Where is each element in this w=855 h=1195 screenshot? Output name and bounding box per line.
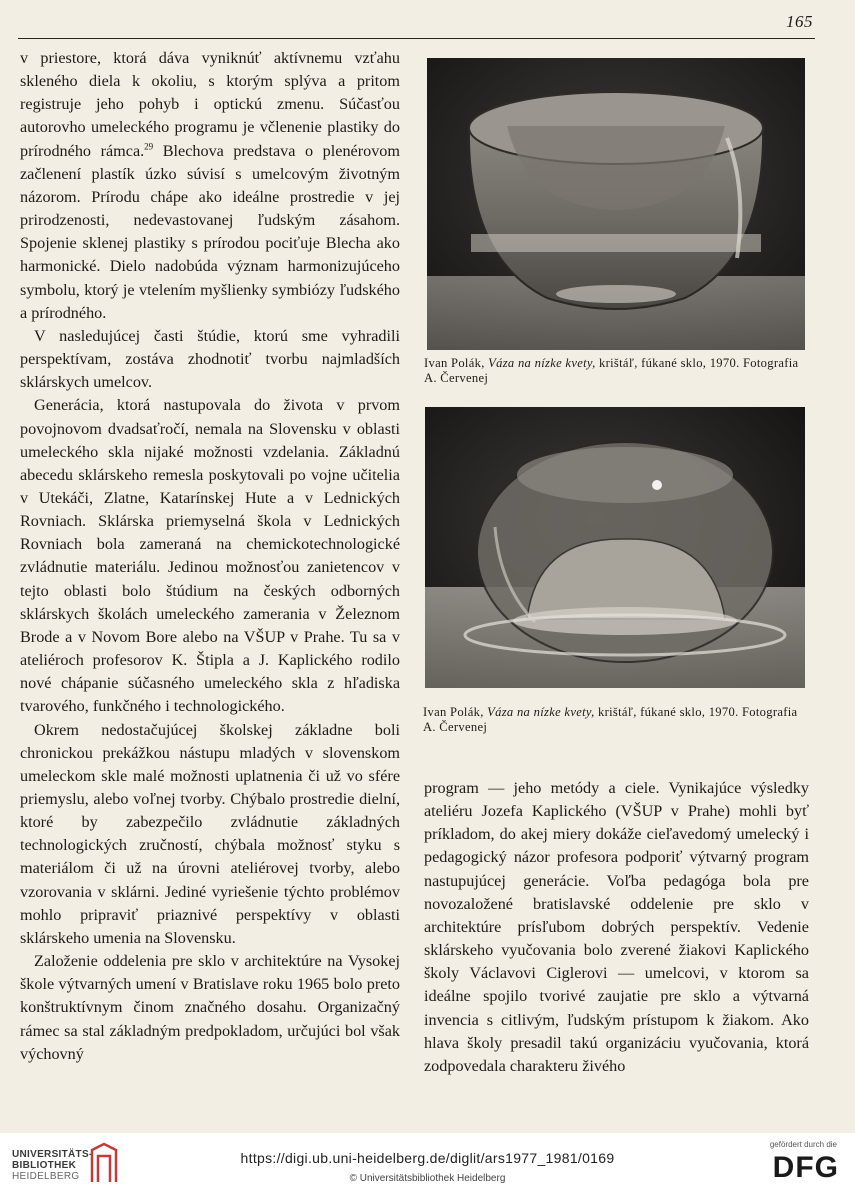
paragraph-4: Okrem nedostačujúcej školskej základne boli chronickou prekážkou nástupu mladých v slovenskom umeleckom skle malé možnosti uplatnenia či už vo sfére priemyslu, alebo voľnej tvorby. Chýbalo prostredie dielní, ktoré by zabezpečilo zvládnutie základných technologických zručností, chýbala možnosť styku s materiálom či už na úrovni ateliérovej tvorby, alebo vzorovania v sklárni. Jediné vyriešenie týchto problémov mohlo pripraviť priaznivé perspektívy v oblasti sklárskeho umenia na Slovensku. bbox=[20, 720, 400, 947]
caption-2-details: krištáľ, fúkané sklo, 1970. Fotografia A. Červenej bbox=[423, 705, 798, 734]
vase-illustration-2 bbox=[425, 407, 805, 688]
paragraph-5: Založenie oddelenia pre sklo v architektúre na Vysokej škole výtvarných umení v Bratislave roku 1965 bolo preto konštruktívnym činom značného dosahu. Organizačný rámec sa stal základným predpokladom, určujúci bol však výchovný bbox=[20, 952, 400, 1063]
caption-1-details: krištáľ, fúkané sklo, 1970. Fotografia A. Červenej bbox=[424, 356, 799, 385]
paragraph-3: Generácia, ktorá nastupovala do života v prvom povojnovom dvadsaťročí, nemala na Slovensku v oblasti umeleckého skla nijaké možnosti vzdelania. Základnú abecedu sklárskeho remesla poskytovali po vojne učitelia v Utekáči, Zlatne, Katarínskej Hute a v Lednických Rovniach. Sklárska priemyselná škola v Lednických Rovniach bola zameraná na chemickotechnologické zvládnutie materiálu. Jedinou možnosťou zanietencov v tejto oblasti bolo štúdium na českých odborných sklárskych školách umeleckého zamerania v Železnom Brode a v Novom Bore alebo na VŠUP v Prahe. Tu sa v ateliéroch profesorov K. Štipla a J. Kaplického rodilo nové chápanie súčasného umeleckého skla z hľadiska tvarového, funkčného i technologického. bbox=[20, 396, 400, 716]
vase-photo-1 bbox=[427, 58, 805, 350]
photo-caption-1 bbox=[424, 356, 809, 386]
dfg-note: gefördert durch die bbox=[769, 1140, 837, 1149]
photo-caption-2 bbox=[423, 705, 813, 735]
left-column bbox=[20, 47, 400, 1066]
footnote-ref: 29 bbox=[144, 141, 154, 152]
dfg-logo[interactable]: DFG bbox=[772, 1151, 839, 1184]
paragraph-2: V nasledujúcej časti štúdie, ktorú sme vyhradili perspektívam, zostáva zhodnotiť tvorbu najmladších sklárskych umelcov. bbox=[20, 326, 400, 392]
viewer-footer bbox=[0, 1133, 855, 1195]
logo-line-3: HEIDELBERG bbox=[12, 1171, 80, 1182]
right-column bbox=[424, 777, 809, 1078]
caption-1-title: Váza na nízke kvety, bbox=[488, 356, 596, 370]
vase-illustration-1 bbox=[427, 58, 805, 350]
paragraph-6: program — jeho metódy a ciele. Vynikajúce výsledky ateliéru Jozefa Kaplického (VŠUP v Prahe) mohli byť príkladom, do akej miery dokáže cieľavedomý umelecký i pedagogický názor profesora podporiť výtvarný program nastupujúcej generácie. Voľba pedagóga bola pre novozaložené bratislavské oddelenie pre sklo v architektúre prísľubom dobrých perspektív. Vedenie sklárskeho vyučovania bolo zverené žiakovi Kaplického školy Václavovi Ciglerovi — umelcovi, v ktorom sa ideálne spojilo tvorivé zaujatie pre sklo a výtvarná invencia s citlivým, ľudským prístupom k žiakom. Ako hlava školy presadil takú organizáciu vyučovania, ktorá zodpovedala charakteru živého bbox=[424, 779, 809, 1075]
vase-photo-2 bbox=[425, 407, 805, 688]
paragraph-1-text: v priestore, ktorá dáva vyniknúť aktívnemu vzťahu skleného diela k okoliu, s ktorým splýva a pritom registruje jeho pohyb i optickú zmenu. Súčasťou autorovho umeleckého programu je včlenenie plastiky do prírodného rámca. bbox=[20, 49, 400, 160]
header-rule bbox=[18, 38, 815, 39]
caption-1-author: Ivan Polák, bbox=[424, 356, 485, 370]
logo-line-1: UNIVERSITÄTS- bbox=[12, 1149, 93, 1160]
caption-2-author: Ivan Polák, bbox=[423, 705, 484, 719]
paragraph-1 bbox=[20, 47, 400, 325]
caption-2-title: Váza na nízke kvety, bbox=[487, 705, 595, 719]
document-url-link[interactable]: https://digi.ub.uni-heidelberg.de/diglit/ars1977_1981/0169 bbox=[240, 1150, 615, 1166]
logo-line-2: BIBLIOTHEK bbox=[12, 1160, 77, 1171]
copyright-notice: © Universitätsbibliothek Heidelberg bbox=[349, 1173, 506, 1184]
page-number: 165 bbox=[786, 12, 813, 31]
paragraph-1-cont: Blechova predstava o plenérovom začlenení plastík úzko súvisí s umelcovým životným názorom. Prírodu chápe ako ideálne prostredie v jej prirodzenosti, nedevastovanej ľudským zásahom. Spojenie sklenej plastiky s prírodou pociťuje Blecha ako harmonické. Dielo nadobúda význam harmonizujúceho symbolu, ktorý je vtelením myšlienky symbiózy ľudského a prírodného. bbox=[20, 141, 400, 322]
